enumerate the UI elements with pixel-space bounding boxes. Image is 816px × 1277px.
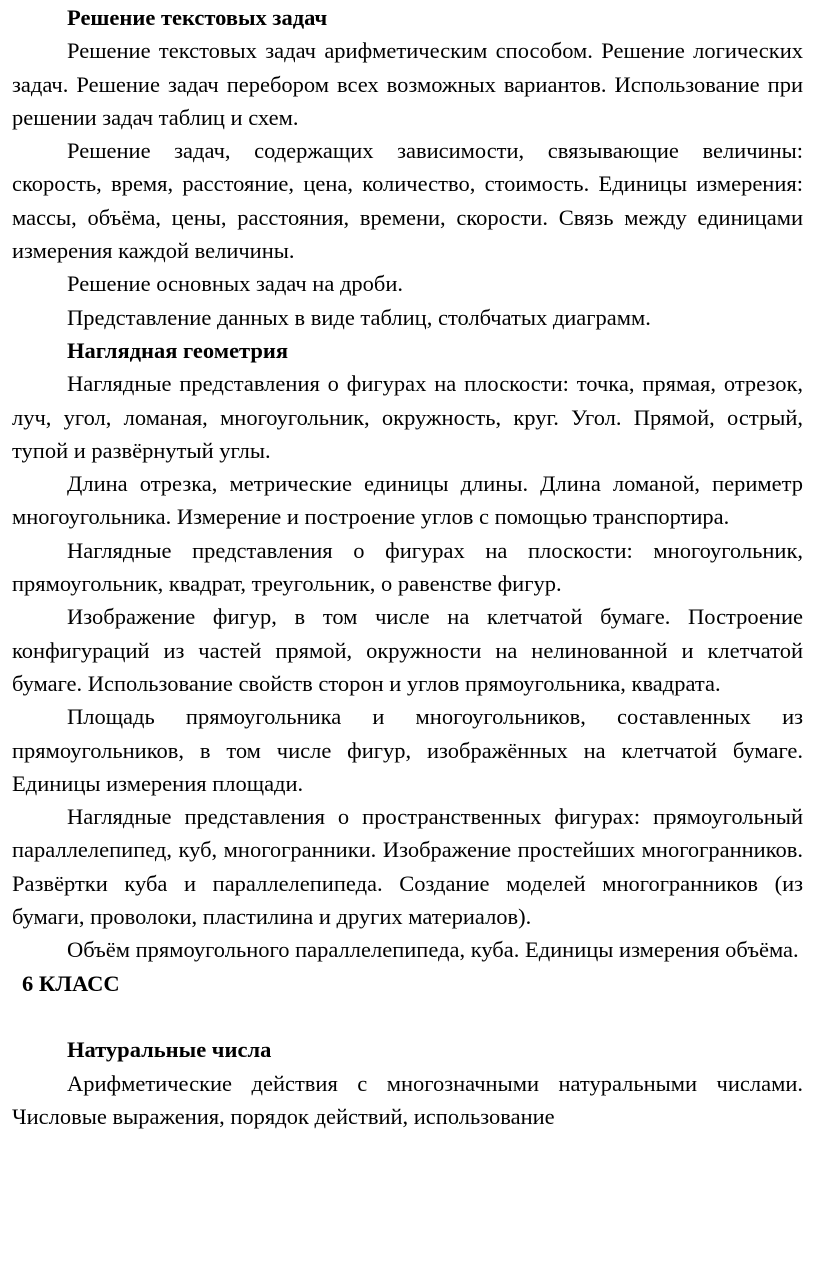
paragraph-spatial-figures: Наглядные представления о пространственных фигурах: прямоугольный параллелепипед, куб, многогранники. Изображение простейших многогранников. Развёртки куба и параллелепипеда. Создание моделей многогранников (из бумаги, проволоки, пластилина и других материалов).: [12, 804, 803, 930]
paragraph-fraction-problems: Решение основных задач на дроби.: [67, 271, 404, 297]
paragraph-segment-length: Длина отрезка, метрические единицы длины. Длина ломаной, периметр многоугольника. Измерение и построение углов с помощью транспортира.: [12, 471, 803, 530]
grade-heading-6: 6 КЛАСС: [22, 970, 120, 996]
section-heading-text-problems: Решение текстовых задач: [67, 5, 328, 30]
section-heading-visual-geometry: Наглядная геометрия: [67, 337, 289, 363]
paragraph-arithmetic-operations: Арифметические действия с многозначными натуральными числами. Числовые выражения, порядок действий, использование: [12, 1070, 803, 1129]
paragraph-dependencies-quantities: Решение задач, содержащих зависимости, связывающие величины: скорость, время, расстояние, цена, количество, стоимость. Единицы измерения: массы, объёма, цены, расстояния, времени, скорости. Связь между единицами измерения каждой величины.: [12, 138, 803, 264]
paragraph-figure-drawing: Изображение фигур, в том числе на клетчатой бумаге. Построение конфигураций из частей прямой, окружности на нелинованной и клетчатой бумаге. Использование свойств сторон и углов прямоугольника, квадрата.: [12, 604, 803, 696]
paragraph-polygons: Наглядные представления о фигурах на плоскости: многоугольник, прямоугольник, квадрат, треугольник, о равенстве фигур.: [12, 537, 803, 597]
document-content: [12, 1, 803, 1133]
section-heading-natural-numbers: Натуральные числа: [67, 1037, 272, 1063]
blank-line: [12, 1000, 803, 1033]
paragraph-volume: Объём прямоугольного параллелепипеда, куба. Единицы измерения объёма.: [67, 937, 799, 963]
paragraph-plane-figures: Наглядные представления о фигурах на плоскости: точка, прямая, отрезок, луч, угол, ломаная, многоугольник, окружность, круг. Угол. Прямой, острый, тупой и развёрнутый углы.: [12, 371, 803, 463]
paragraph-area: Площадь прямоугольника и многоугольников, составленных из прямоугольников, в том числе фигур, изображённых на клетчатой бумаге. Единицы измерения площади.: [12, 704, 803, 796]
paragraph-text-problems-arithmetic: Решение текстовых задач арифметическим способом. Решение логических задач. Решение задач перебором всех возможных вариантов. Использование при решении задач таблиц и схем.: [12, 38, 803, 130]
paragraph-data-representation: Представление данных в виде таблиц, столбчатых диаграмм.: [67, 304, 651, 330]
